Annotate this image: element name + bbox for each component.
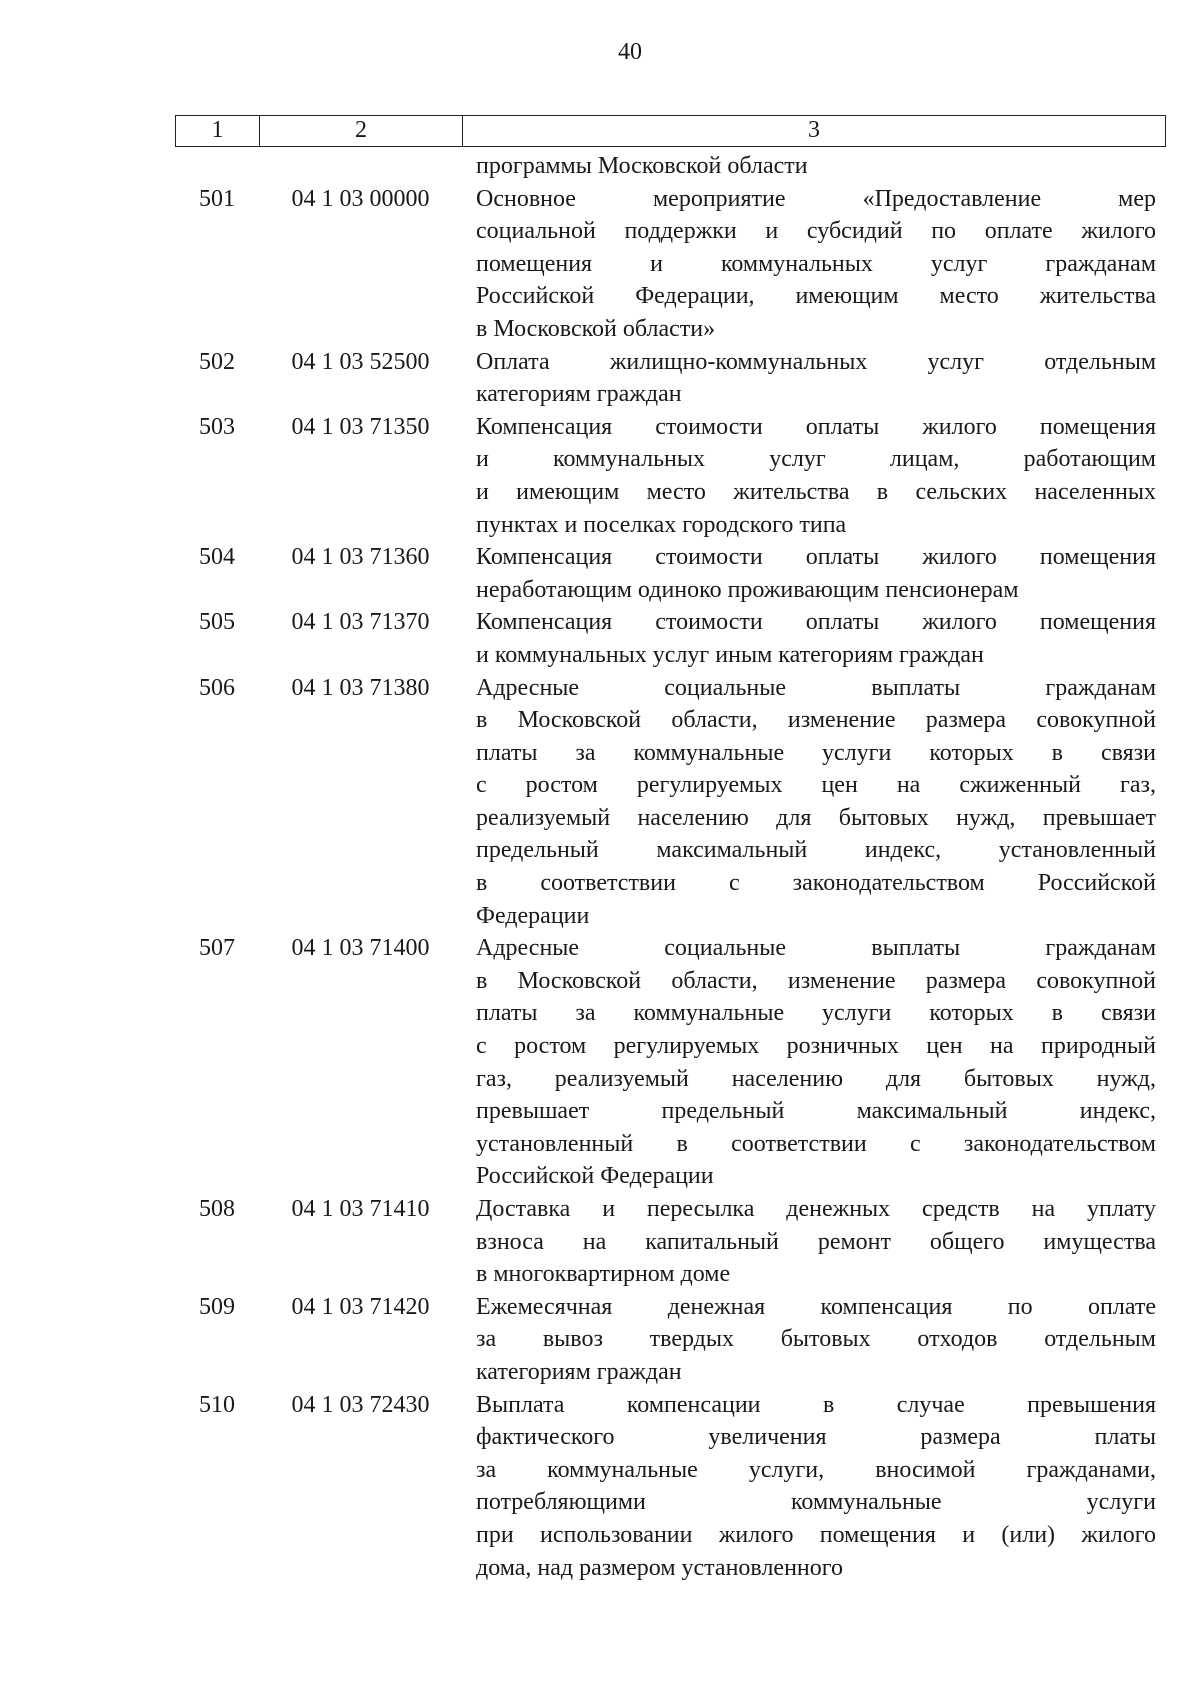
description-line: газ, реализуемый населению для бытовых нужд, — [476, 1065, 1156, 1092]
description-line: Адресные социальные выплаты гражданам — [476, 935, 1156, 962]
row-description — [476, 606, 1156, 671]
row-number: 505 — [199, 609, 235, 636]
description-line: Выплата компенсации в случае превышения — [476, 1391, 1156, 1418]
row-description — [476, 672, 1156, 933]
description-line: категориям граждан — [476, 381, 682, 408]
row-code: 04 1 03 71410 — [291, 1196, 430, 1222]
column-header-1: 1 — [176, 116, 260, 146]
description-line: фактического увеличения размера платы — [476, 1424, 1156, 1451]
row-number: 504 — [199, 544, 235, 571]
table-row — [175, 183, 1166, 346]
description-line: с ростом регулируемых розничных цен на природный — [476, 1033, 1156, 1060]
row-description — [476, 183, 1156, 346]
row-number: 503 — [199, 413, 235, 440]
description-line: в многоквартирном доме — [476, 1261, 731, 1288]
description-line: неработающим одиноко проживающим пенсионерам — [476, 576, 1019, 603]
table-row — [175, 411, 1166, 541]
row-description — [476, 1389, 1156, 1585]
table-header — [175, 115, 1166, 147]
row-number: 508 — [199, 1196, 235, 1222]
row-number: 501 — [199, 185, 235, 212]
row-description — [476, 932, 1156, 1193]
row-description — [476, 346, 1156, 411]
row-code: 04 1 03 71380 — [291, 674, 430, 701]
description-line: Ежемесячная денежная компенсация по оплате — [476, 1293, 1156, 1320]
description-line: программы Московской области — [476, 153, 808, 179]
description-line: потребляющими коммунальные услуги — [476, 1489, 1156, 1516]
table-row — [175, 346, 1166, 411]
table-body — [175, 150, 1166, 1584]
description-line: Российской Федерации, имеющим место жительства — [476, 283, 1156, 310]
row-description — [476, 1291, 1156, 1389]
row-number — [175, 150, 259, 183]
row-number: 509 — [199, 1293, 235, 1320]
table-row — [175, 606, 1166, 671]
description-line: Адресные социальные выплаты гражданам — [476, 674, 1156, 701]
row-number: 506 — [199, 674, 235, 701]
row-description — [476, 150, 1156, 183]
description-line: и коммунальных услуг иным категориям граждан — [476, 641, 984, 668]
row-number: 510 — [199, 1391, 235, 1418]
description-line: в соответствии с законодательством Российской — [476, 870, 1156, 897]
row-number: 507 — [199, 935, 235, 962]
description-line: в Московской области, изменение размера совокупной — [476, 967, 1156, 994]
description-line: и коммунальных услуг лицам, работающим — [476, 446, 1156, 473]
description-line: в Московской области, изменение размера совокупной — [476, 707, 1156, 734]
description-line: платы за коммунальные услуги которых в связи — [476, 739, 1156, 766]
table-row — [175, 150, 1166, 183]
description-line: взноса на капитальный ремонт общего имущества — [476, 1228, 1156, 1255]
description-line: Федерации — [476, 902, 590, 929]
description-line: платы за коммунальные услуги которых в связи — [476, 1000, 1156, 1027]
description-line: Оплата жилищно-коммунальных услуг отдельным — [476, 348, 1156, 375]
row-code: 04 1 03 71350 — [291, 413, 430, 440]
row-description — [476, 1193, 1156, 1291]
row-code: 04 1 03 52500 — [291, 348, 430, 375]
table-row — [175, 1291, 1166, 1389]
description-line: за вывоз твердых бытовых отходов отдельным — [476, 1326, 1156, 1353]
table-row — [175, 932, 1166, 1193]
description-line: в Московской области» — [476, 315, 716, 342]
description-line: пунктах и поселках городского типа — [476, 511, 847, 538]
description-line: помещения и коммунальных услуг гражданам — [476, 250, 1156, 277]
description-line: социальной поддержки и субсидий по оплате жилого — [476, 218, 1156, 245]
row-code: 04 1 03 71400 — [291, 935, 430, 962]
description-line: предельный максимальный индекс, установленный — [476, 837, 1156, 864]
description-line: за коммунальные услуги, вносимой гражданами, — [476, 1456, 1156, 1483]
table-row — [175, 541, 1166, 606]
table-row — [175, 672, 1166, 933]
description-line: Компенсация стоимости оплаты жилого помещения — [476, 609, 1156, 636]
description-line: Компенсация стоимости оплаты жилого помещения — [476, 544, 1156, 571]
page-number: 40 — [618, 39, 642, 65]
row-code: 04 1 03 71360 — [291, 544, 430, 571]
description-line: и имеющим место жительства в сельских населенных — [476, 478, 1156, 505]
description-line: с ростом регулируемых цен на сжиженный газ, — [476, 772, 1156, 799]
column-header-2: 2 — [260, 116, 463, 146]
column-header-3: 3 — [808, 117, 820, 143]
row-code: 04 1 03 71420 — [291, 1293, 430, 1320]
description-line: Доставка и пересылка денежных средств на уплату — [476, 1196, 1156, 1222]
description-line: превышает предельный максимальный индекс, — [476, 1098, 1156, 1125]
description-line: Компенсация стоимости оплаты жилого помещения — [476, 413, 1156, 440]
description-line: Российской Федерации — [476, 1163, 714, 1190]
row-description — [476, 541, 1156, 606]
row-number: 502 — [199, 348, 235, 375]
description-line: при использовании жилого помещения и (или) жилого — [476, 1521, 1156, 1548]
description-line: категориям граждан — [476, 1358, 682, 1385]
row-description — [476, 411, 1156, 541]
description-line: дома, над размером установленного — [476, 1554, 844, 1581]
table-row — [175, 1193, 1166, 1291]
row-code: 04 1 03 71370 — [291, 609, 430, 636]
description-line: реализуемый населению для бытовых нужд, превышает — [476, 804, 1156, 831]
description-line: Основное мероприятие «Предоставление мер — [476, 185, 1156, 212]
row-code: 04 1 03 00000 — [291, 185, 430, 212]
table-row — [175, 1389, 1166, 1585]
description-line: установленный в соответствии с законодательством — [476, 1130, 1156, 1157]
row-code — [259, 150, 462, 183]
row-code: 04 1 03 72430 — [291, 1391, 430, 1418]
